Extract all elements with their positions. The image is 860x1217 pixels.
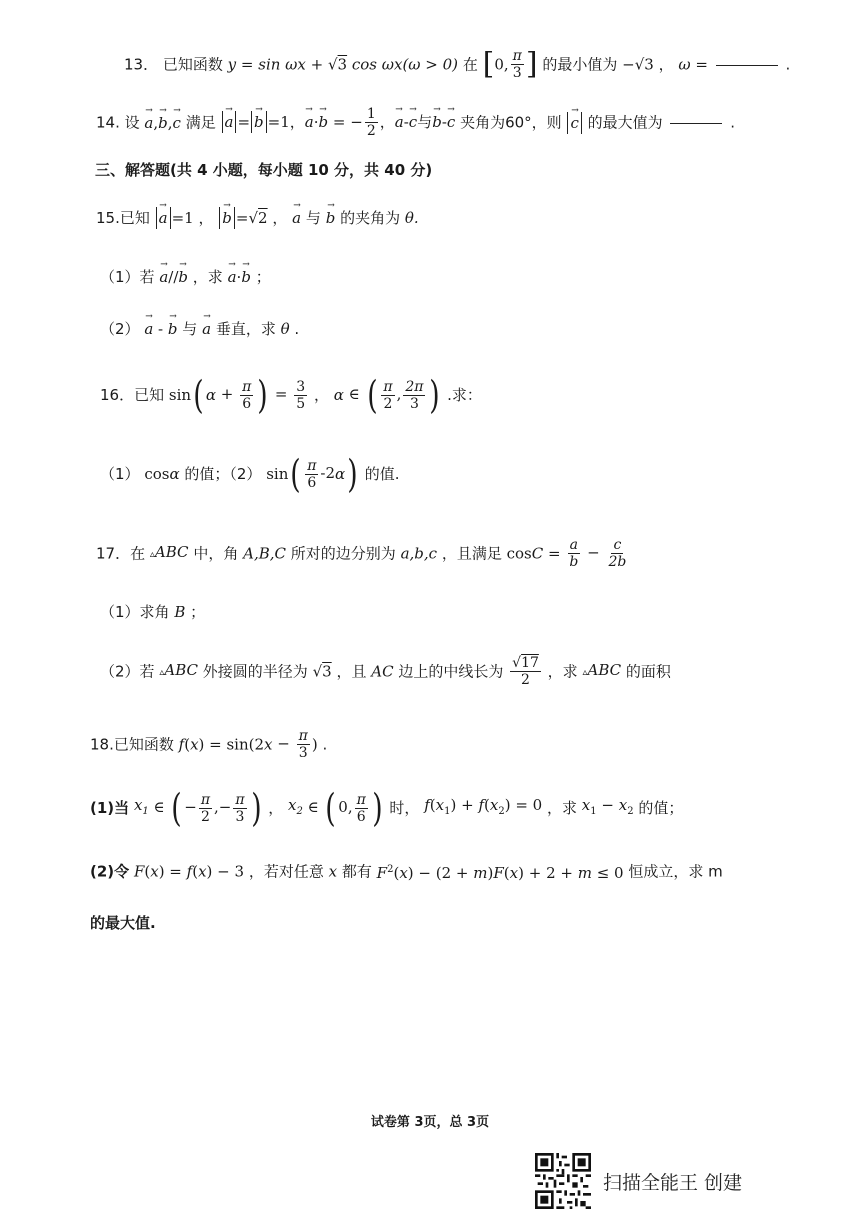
question-text: ，求 <box>547 799 578 817</box>
question-text: 中，角 <box>193 544 239 563</box>
question-text: 的最大值为 <box>587 113 663 132</box>
formula-abs-b: → b =√2 <box>218 209 267 227</box>
question-text: ， <box>268 799 284 817</box>
function-def: f <box>178 735 185 754</box>
part-label: （1）求角 <box>100 603 170 621</box>
x1-interval: $x_1$ <box>133 795 149 817</box>
question-15 <box>96 206 860 229</box>
question-text: ，且满足 <box>441 544 502 563</box>
question-18-part-1: (1)当 $x_1$ ∈ ( − $\frac{\pi}{2}$ ,− $\frac{\pi}{3}$ ) ， $x_2$ ∈ ( 0, $\frac{\pi}{6}$ ) 时， $f(x_1) + f(x_2) = 0$ ，求 $x_1 - x_2$ 的值； <box>90 786 684 830</box>
question-text: . <box>785 55 791 74</box>
vector-difference: → a - → b <box>144 320 177 338</box>
min-value: −√3 <box>622 55 654 74</box>
fraction-pi-over-6: $\frac{\pi}{6}$ <box>242 378 252 412</box>
difference: $x_1 - x_2$ <box>581 795 634 817</box>
question-text: 时， <box>389 799 420 817</box>
part-label: (2)令 <box>90 862 130 881</box>
sum-condition: $f(x_1) + f(x_2) = 0$ <box>424 795 543 817</box>
scanner-watermark-label: 扫描全能王 创建 <box>603 1172 743 1194</box>
theta: θ <box>280 320 290 338</box>
question-text: . <box>322 735 328 754</box>
question-text: 外接圆的半径为 <box>202 662 308 681</box>
answer-blank[interactable] <box>716 64 778 66</box>
sqrt-3: √3 <box>312 662 332 681</box>
question-text: 的值； <box>638 799 684 817</box>
question-text: 的值；（2） <box>184 465 262 483</box>
fraction-c-over-2b: $\frac{c}{2b}$ <box>608 537 627 570</box>
question-text: 的值. <box>364 465 400 483</box>
angle-b: B <box>174 603 186 621</box>
question-number: 13． <box>124 55 159 74</box>
F-def: F(x) = f(x) − 3 <box>133 862 245 881</box>
question-number: 17．在 <box>96 544 146 563</box>
question-text: 夹角为60°，则 <box>460 113 562 132</box>
question-text: . <box>730 113 735 132</box>
question-15-part-1 <box>100 265 860 288</box>
question-18-part-2-end: 的最大值. <box>90 914 156 932</box>
question-17-part-2 <box>100 655 860 688</box>
interval-bracket-left: [ <box>482 46 495 82</box>
section-heading: 三、解答题(共 4 小题，每小题 10 分，共 40 分) <box>95 161 433 179</box>
part-label: （2） <box>100 320 140 338</box>
alpha: α <box>333 386 344 404</box>
question-13 <box>124 48 860 81</box>
var-x: x <box>328 862 338 881</box>
question-17-part-1 <box>100 600 860 623</box>
formula-function: y = sin ωx + √3 cos ωx(ω > 0) <box>227 55 459 74</box>
part-label: （1） <box>100 465 140 483</box>
question-text: ； <box>190 603 206 621</box>
vector-b: → b <box>326 207 336 229</box>
question-number: 14. 设 <box>96 113 140 132</box>
triangle-abc: ▵ABC <box>159 661 198 679</box>
part-label: (1)当 <box>90 799 130 817</box>
question-text: ，求 <box>192 268 223 286</box>
theta: θ. <box>404 209 419 227</box>
fraction-3-over-5: $\frac{3}{5}$ <box>296 378 306 412</box>
question-text: 都有 <box>341 862 372 881</box>
interval-start: 0, <box>494 55 509 74</box>
fraction-2pi-over-3: $\frac{2\pi}{3}$ <box>405 378 424 412</box>
question-18-part-2 <box>90 859 860 884</box>
page-footer: 试卷第 3页，总 3页 <box>370 1115 490 1130</box>
question-text: 的夹角为 <box>340 209 401 227</box>
formula-abs-a: → a =1 <box>155 209 194 227</box>
question-text: .求： <box>447 386 482 404</box>
fraction-pi-over-3: $\frac{\pi}{3}$ <box>512 48 522 81</box>
question-text: 与 <box>182 320 198 338</box>
interval-bracket-right: ] <box>525 46 538 82</box>
question-text: 所对的边分别为 <box>290 544 396 563</box>
x2-interval: $x_2$ <box>287 795 303 817</box>
question-16-parts: （1） cosα 的值；（2） sin( $\frac{\pi}{6}$ -2α) 的值. <box>100 452 400 496</box>
triangle-abc: ▵ABC <box>149 543 189 561</box>
question-text: 的最小值为 <box>542 55 618 74</box>
question-text: 满足 <box>185 113 216 132</box>
side-ac: AC <box>371 662 394 681</box>
dot-product: → a·→ b <box>228 268 251 286</box>
part-label: （1）若 <box>100 268 155 286</box>
question-number: 15.已知 <box>96 209 150 227</box>
sin-label: sin <box>266 465 289 483</box>
vector-a: → a <box>292 207 301 229</box>
inequality: $F^2(x) - (2 + m)F(x) + 2 + m \le 0$ <box>376 864 624 882</box>
question-text: 垂直，求 <box>215 320 276 338</box>
question-text: 在 <box>462 55 478 74</box>
question-text: 与 <box>305 209 321 227</box>
question-17: 17．在 ▵ABC 中，角 A,B,C 所对的边分别为 a,b,c ，且满足 cosC = $\frac{a}{b}$ − $\frac{c}{2b}$ <box>96 537 627 570</box>
question-text: 边上的中线长为 <box>398 662 504 681</box>
question-text: ， <box>658 55 674 74</box>
part-label: （2）若 <box>100 662 155 681</box>
triangle-abc: ▵ABC <box>582 661 622 679</box>
question-18: 18.已知函数 f(x) = sin(2x − $\frac{\pi}{3}$ ) . <box>90 728 328 761</box>
question-text: ，求 <box>547 662 578 681</box>
sin-label: sin <box>168 386 192 404</box>
question-text: . <box>294 320 300 338</box>
abs-c: → c <box>567 112 581 134</box>
question-text: ， <box>198 209 214 227</box>
cos-c: cosC = <box>506 544 561 563</box>
vectors-abc: → a,→ b,→ c <box>144 114 181 132</box>
question-15-part-2 <box>100 317 860 340</box>
question-text: ，且 <box>336 662 367 681</box>
question-text: 已知函数 <box>162 55 223 74</box>
question-number: 18.已知函数 <box>90 735 174 754</box>
angles: A,B,C <box>243 544 286 563</box>
fraction-pi-over-2: $\frac{\pi}{2}$ <box>383 378 393 412</box>
question-text: 恒成立，求 m <box>628 862 723 881</box>
fraction-pi-over-3: $\frac{\pi}{3}$ <box>298 728 308 761</box>
question-text: ， <box>313 386 329 404</box>
question-16: 16．已知 sin( α + $\frac{\pi}{6}$ ) = $\frac{3}{5}$ ， α ∈ ( $\frac{\pi}{2}$ , $\frac{2\pi}{3}$ ) .求： <box>100 373 482 417</box>
fraction-pi-over-6: $\frac{\pi}{6}$ <box>307 457 317 491</box>
vector-a: → a <box>202 318 211 340</box>
omega-label: ω = <box>678 55 708 74</box>
cos-alpha: cosα <box>144 465 180 483</box>
fraction-a-over-b: $\frac{a}{b}$ <box>569 537 579 570</box>
fraction-sqrt17-over-2: $\frac{√17}{2}$ <box>512 655 539 688</box>
question-text: 的面积 <box>625 662 671 681</box>
answer-blank[interactable] <box>670 122 722 124</box>
question-number: 16．已知 <box>100 386 165 404</box>
sides: a,b,c <box>400 544 438 563</box>
condition-formula: → a =→ b =1，→ a·→ b = − $\frac{1}{2}$ ，→ a-→ c与→ b-→ c <box>221 113 456 131</box>
question-text: ； <box>255 268 271 286</box>
parallel-condition: → a//→ b <box>159 268 188 286</box>
question-text: ， <box>272 209 288 227</box>
question-14 <box>96 106 860 139</box>
question-text: ，若对任意 <box>248 862 324 881</box>
qr-code-icon <box>535 1153 591 1209</box>
